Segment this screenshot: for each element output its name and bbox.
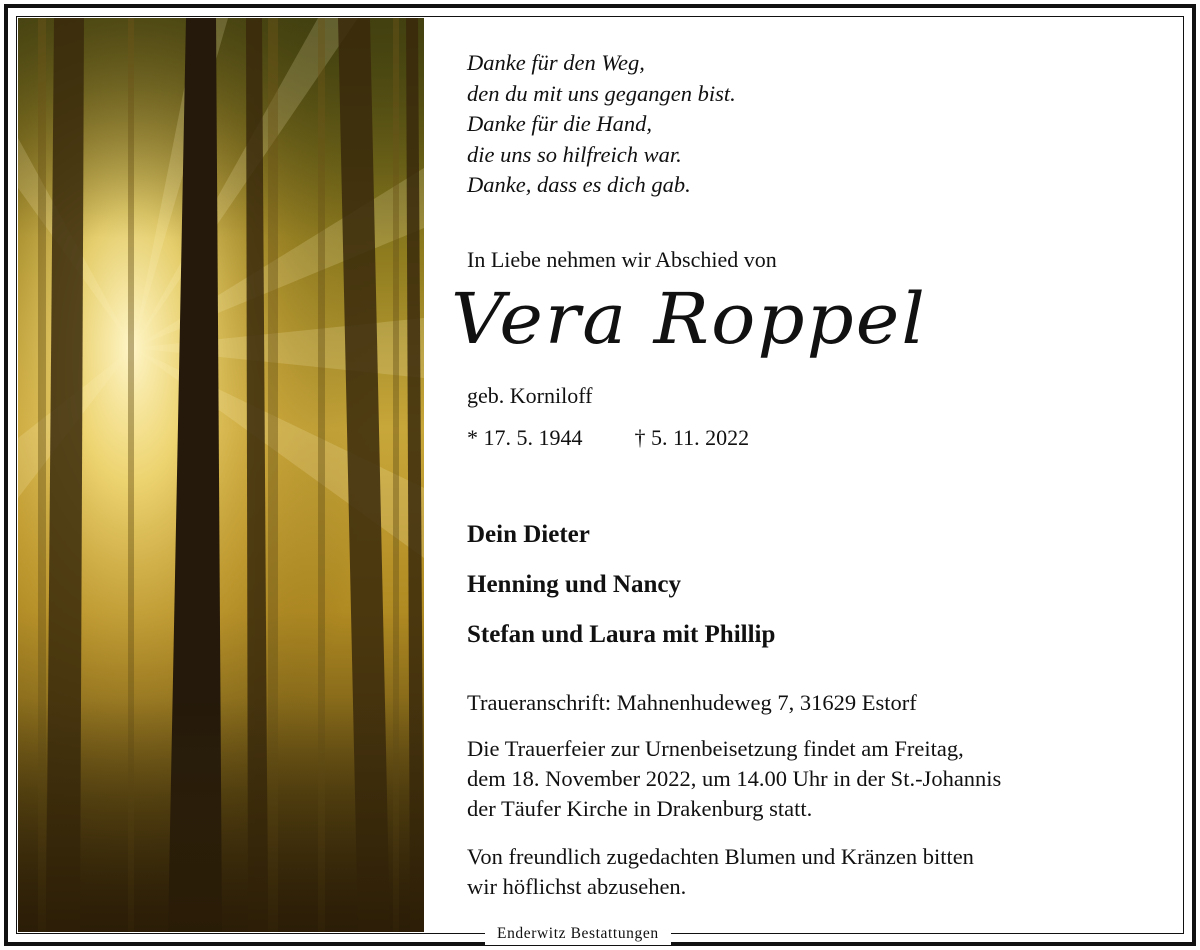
- undertaker-credit: Enderwitz Bestattungen: [485, 923, 671, 945]
- mourner: Stefan und Laura mit Phillip: [467, 621, 776, 648]
- poem-line: Danke für die Hand,: [467, 111, 652, 136]
- death-date: † 5. 11. 2022: [634, 425, 750, 450]
- farewell-intro: In Liebe nehmen wir Abschied von: [467, 247, 777, 272]
- poem-line: die uns so hilfreich war.: [467, 141, 682, 167]
- mourner: Henning und Nancy: [467, 571, 681, 598]
- ceremony-line: der Täufer Kirche in Drakenburg statt.: [467, 796, 813, 821]
- deceased-name: Vera Roppel: [451, 278, 927, 360]
- ceremony-line: Die Trauerfeier zur Urnenbeisetzung findet am Freitag,: [467, 736, 964, 761]
- poem: [467, 48, 736, 201]
- birth-date: * 17. 5. 1944: [467, 425, 583, 450]
- birth-name: geb. Korniloff: [467, 383, 593, 408]
- poem-line: Danke, dass es dich gab.: [467, 172, 691, 197]
- flowers-line: Von freundlich zugedachten Blumen und Kränzen bitten: [467, 844, 974, 869]
- mourners-list: [467, 510, 775, 660]
- mourner: Dein Dieter: [467, 521, 590, 548]
- ceremony-info: [467, 734, 1001, 824]
- ceremony-line: dem 18. November 2022, um 14.00 Uhr in der St.-Johannis: [467, 766, 1002, 791]
- poem-line: Danke für den Weg,: [467, 50, 645, 75]
- life-dates: [467, 425, 749, 451]
- poem-line: den du mit uns gegangen bist.: [467, 80, 736, 106]
- flowers-line: wir höflichst abzusehen.: [467, 874, 687, 899]
- sunlit-forest-photo: [18, 18, 424, 932]
- flowers-note: [467, 842, 974, 902]
- mourning-address: Traueranschrift: Mahnenhudeweg 7, 31629 Estorf: [467, 690, 917, 715]
